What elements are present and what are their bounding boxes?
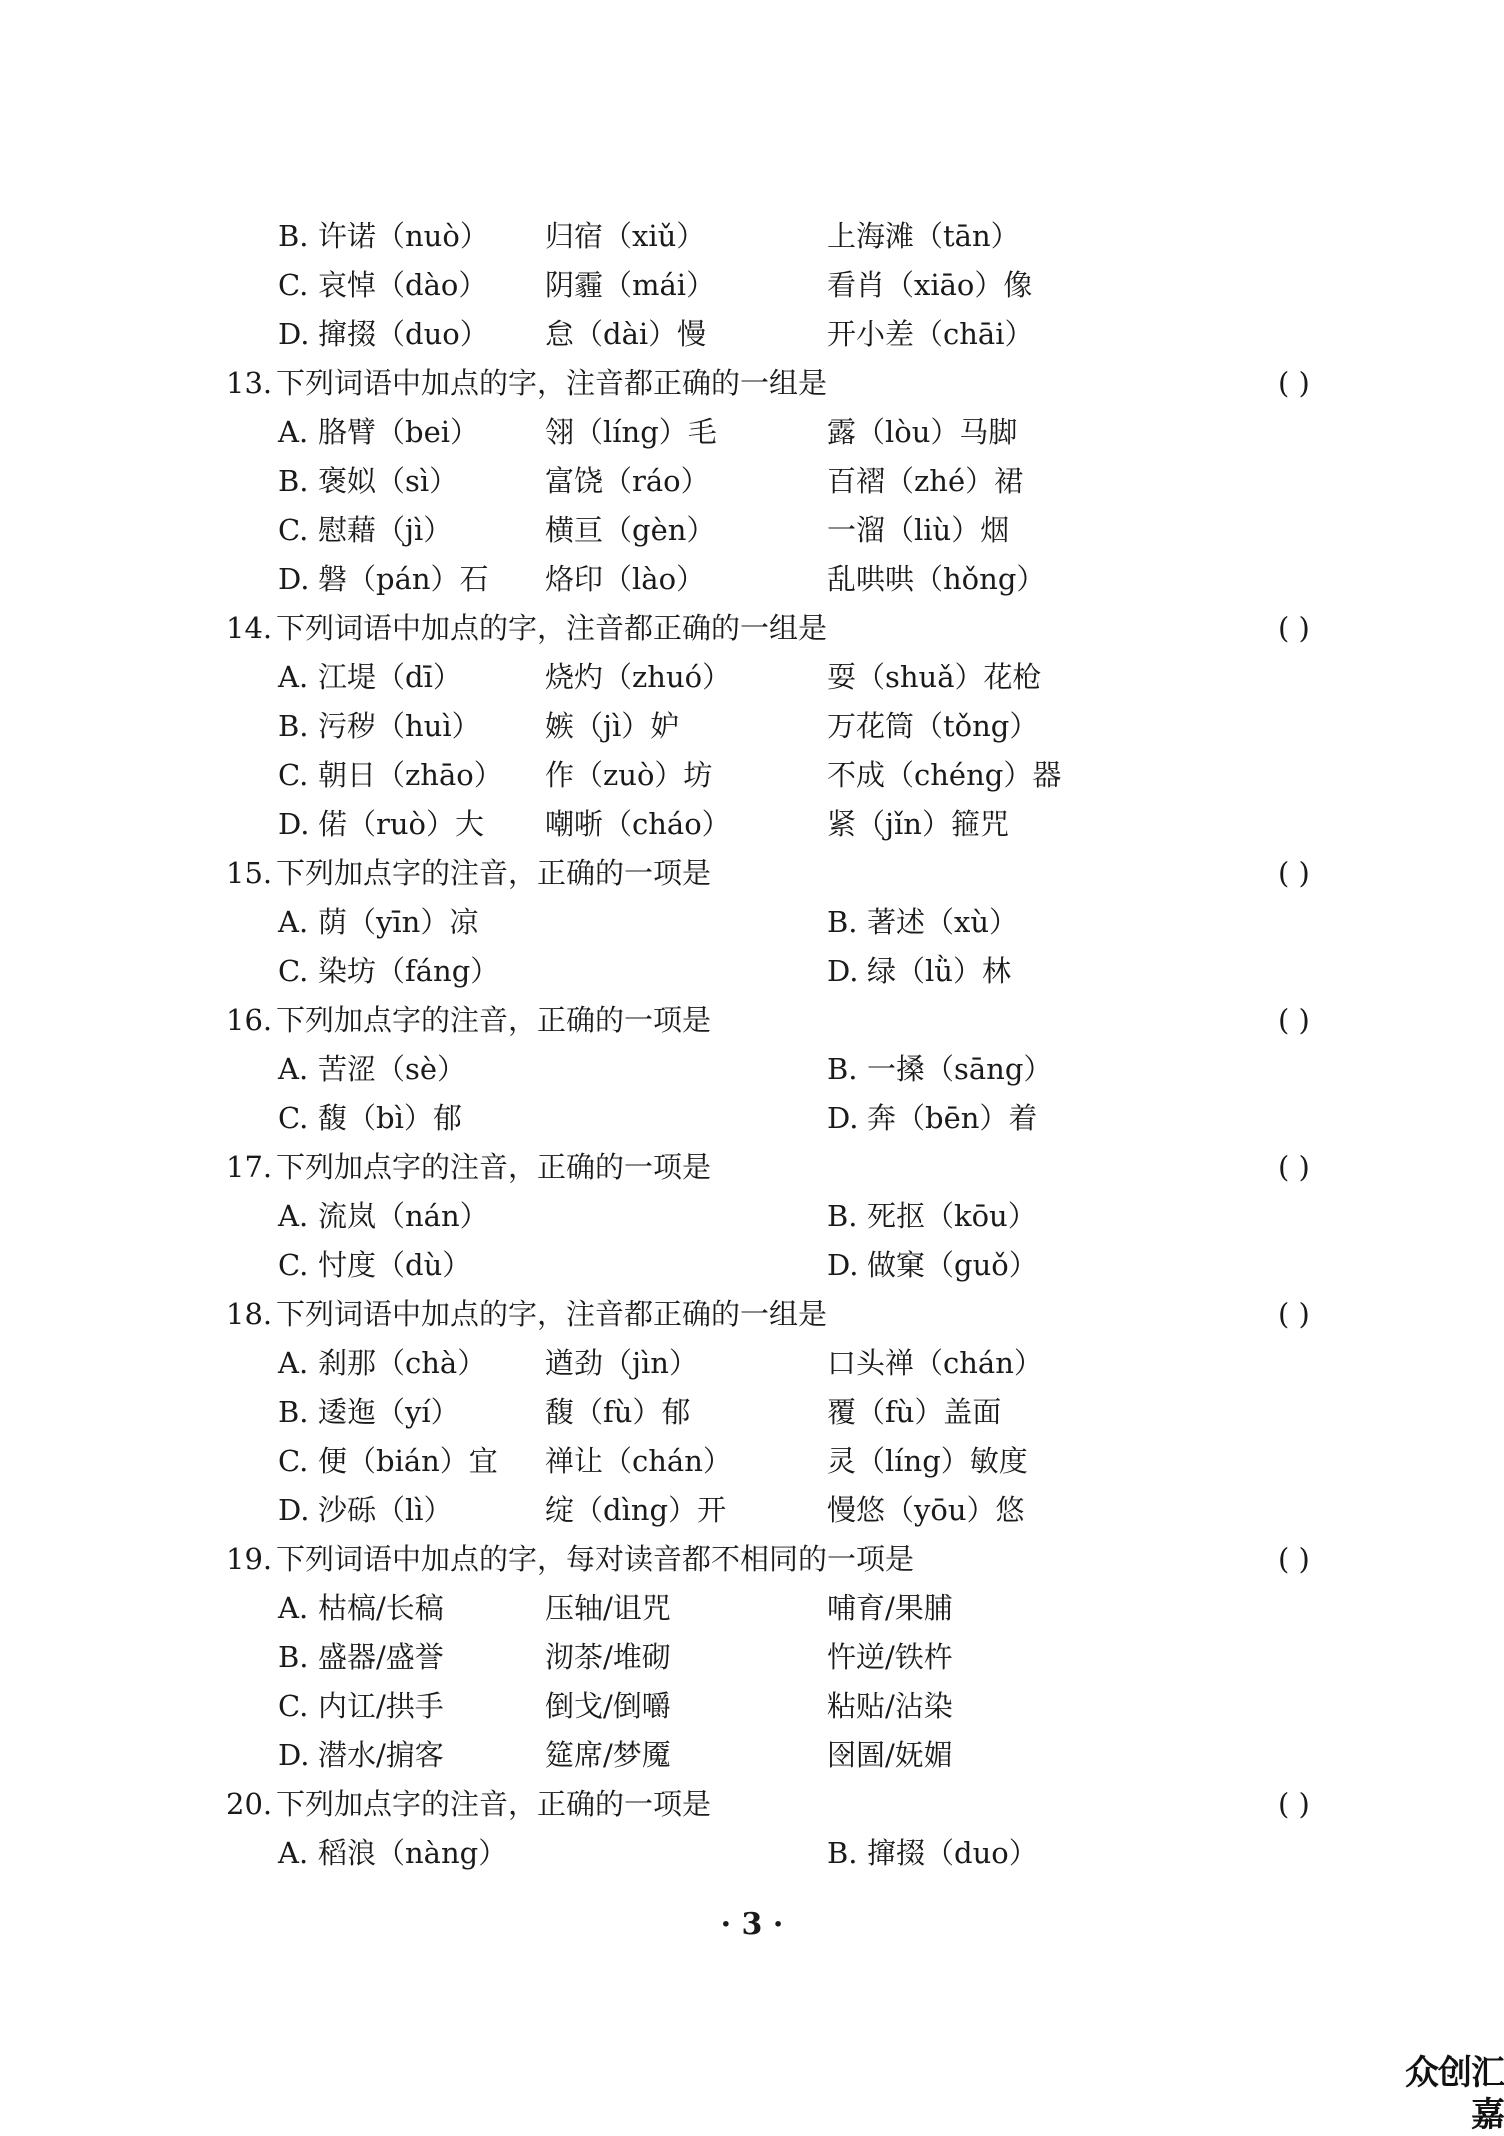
option-label: C. [278,758,309,792]
question-number: 16. [226,1003,273,1037]
option-label: C. [278,268,309,302]
option-label: A. [278,1199,309,1233]
option-row [0,1686,1504,1726]
option-item: 沙砾（lì） [318,1493,453,1527]
question-stem [0,1000,1504,1040]
question-text: 下列加点字的注音，正确的一项是 [276,1003,712,1037]
option-item: 粘贴/沾染 [827,1689,953,1723]
option-item: 馥（fù）郁 [545,1395,691,1429]
option-row [0,559,1504,599]
option-item: 哺育/果脯 [827,1591,953,1625]
option-item: 染坊（fáng） [318,954,500,988]
page-number: · 3 · [720,1907,784,1942]
option-label: A. [278,1836,309,1870]
option-item: 阴霾（mái） [545,268,716,302]
option-item: 奔（bēn）着 [867,1101,1038,1135]
option-item: 一溜（liù）烟 [827,513,1010,547]
option-item: 内讧/拱手 [318,1689,444,1723]
option-label: C. [278,1248,309,1282]
option-label: A. [278,1346,309,1380]
answer-blank[interactable]: ( ) [1278,366,1310,400]
option-row [0,1490,1504,1530]
option-row [0,265,1504,305]
option-item: 忤逆/铁杵 [827,1640,953,1674]
option-row [0,951,1504,991]
question-number: 18. [226,1297,273,1331]
option-label: D. [827,1101,859,1135]
option-item: 胳臂（bei） [318,415,480,449]
option-item: 撺掇（duo） [318,317,489,351]
option-label: B. [827,1052,858,1086]
option-item: 遒劲（jìn） [545,1346,698,1380]
option-label: C. [278,513,309,547]
answer-blank[interactable]: ( ) [1278,856,1310,890]
option-row [0,412,1504,452]
question-number: 14. [226,611,273,645]
option-row [0,510,1504,550]
question-number: 17. [226,1150,273,1184]
answer-blank[interactable]: ( ) [1278,1542,1310,1576]
answer-blank[interactable]: ( ) [1278,1787,1310,1821]
option-item: 一搡（sāng） [867,1052,1053,1086]
option-label: D. [278,562,310,596]
option-label: B. [827,905,858,939]
option-label: A. [278,660,309,694]
option-item: 不成（chéng）器 [827,758,1062,792]
option-row [0,804,1504,844]
option-item: 朝日（zhāo） [318,758,503,792]
option-item: 倒戈/倒嚼 [545,1689,671,1723]
option-item: 嘲哳（cháo） [545,807,731,841]
option-item: 嫉（jì）妒 [545,709,680,743]
option-label: D. [827,954,859,988]
question-text: 下列加点字的注音，正确的一项是 [276,1150,712,1184]
option-item: 富饶（ráo） [545,464,710,498]
option-item: 筵席/梦魇 [545,1738,671,1772]
question-stem [0,363,1504,403]
option-row [0,314,1504,354]
option-label: B. [278,219,309,253]
question-text: 下列加点字的注音，正确的一项是 [276,856,712,890]
option-label: A. [278,1591,309,1625]
option-row [0,1343,1504,1383]
option-label: D. [278,1738,310,1772]
question-text: 下列词语中加点的字，每对读音都不相同的一项是 [276,1542,915,1576]
option-label: B. [278,709,309,743]
option-item: 沏茶/堆砌 [545,1640,671,1674]
option-item: 慢悠（yōu）悠 [827,1493,1025,1527]
option-item: 褒姒（sì） [318,464,459,498]
option-item: 苦涩（sè） [318,1052,467,1086]
option-row [0,461,1504,501]
answer-blank[interactable]: ( ) [1278,611,1310,645]
answer-blank[interactable]: ( ) [1278,1003,1310,1037]
option-item: 烙印（lào） [545,562,706,596]
option-item: 灵（líng）敏度 [827,1444,1028,1478]
question-text: 下列词语中加点的字，注音都正确的一组是 [276,366,828,400]
option-item: 翎（líng）毛 [545,415,717,449]
option-item: 烧灼（zhuó） [545,660,732,694]
option-item: 覆（fù）盖面 [827,1395,1002,1429]
option-row [0,1735,1504,1775]
option-item: 万花筒（tǒng） [827,709,1039,743]
option-item: 流岚（nán） [318,1199,489,1233]
option-item: 死抠（kōu） [867,1199,1037,1233]
option-label: C. [278,1444,309,1478]
option-item: 绽（dìng）开 [545,1493,727,1527]
question-stem [0,608,1504,648]
question-stem [0,1147,1504,1187]
option-item: 盛器/盛誉 [318,1640,444,1674]
option-row [0,1441,1504,1481]
option-row [0,1196,1504,1236]
option-item: 逶迤（yí） [318,1395,460,1429]
option-item: 百褶（zhé）裙 [827,464,1024,498]
option-item: 稻浪（nàng） [318,1836,508,1870]
option-item: 刹那（chà） [318,1346,487,1380]
option-row [0,1049,1504,1089]
option-row [0,706,1504,746]
option-label: A. [278,415,309,449]
option-item: 压轴/诅咒 [545,1591,671,1625]
option-item: 偌（ruò）大 [318,807,484,841]
option-item: 紧（jǐn）箍咒 [827,807,1009,841]
option-row [0,1392,1504,1432]
option-item: 哀悼（dào） [318,268,488,302]
answer-blank[interactable]: ( ) [1278,1150,1310,1184]
option-item: 开小差（chāi） [827,317,1034,351]
option-item: 乱哄哄（hǒng） [827,562,1046,596]
option-row [0,755,1504,795]
option-item: 撺掇（duo） [867,1836,1038,1870]
question-number: 15. [226,856,273,890]
question-stem [0,1294,1504,1334]
option-label: B. [827,1199,858,1233]
option-item: 污秽（huì） [318,709,481,743]
option-row [0,216,1504,256]
option-item: 做窠（guǒ） [867,1248,1038,1282]
option-item: 枯槁/长稿 [318,1591,444,1625]
option-item: 著述（xù） [867,905,1019,939]
option-label: B. [278,1640,309,1674]
question-number: 13. [226,366,273,400]
option-item: 耍（shuǎ）花枪 [827,660,1042,694]
answer-blank[interactable]: ( ) [1278,1297,1310,1331]
option-item: 口头禅（chán） [827,1346,1043,1380]
option-label: B. [278,464,309,498]
watermark-logo: 众创汇嘉 [1405,2053,1504,2135]
option-item: 潜水/掮客 [318,1738,444,1772]
option-label: A. [278,1052,309,1086]
option-item: 忖度（dù） [318,1248,472,1282]
option-item: 横亘（gèn） [545,513,716,547]
question-number: 19. [226,1542,273,1576]
option-label: D. [278,1493,310,1527]
option-item: 禅让（chán） [545,1444,732,1478]
option-item: 上海滩（tān） [827,219,1020,253]
option-label: C. [278,1689,309,1723]
option-item: 便（bián）宜 [318,1444,498,1478]
option-item: 馥（bì）郁 [318,1101,462,1135]
option-item: 绿（lǜ）林 [867,954,1011,988]
option-item: 看肖（xiāo）像 [827,268,1033,302]
option-label: C. [278,954,309,988]
option-label: B. [827,1836,858,1870]
option-item: 许诺（nuò） [318,219,489,253]
question-text: 下列词语中加点的字，注音都正确的一组是 [276,1297,828,1331]
question-stem [0,1784,1504,1824]
option-label: A. [278,905,309,939]
option-row [0,1588,1504,1628]
question-stem [0,1539,1504,1579]
option-label: D. [278,807,310,841]
question-text: 下列词语中加点的字，注音都正确的一组是 [276,611,828,645]
option-label: B. [278,1395,309,1429]
question-number: 20. [226,1787,273,1821]
option-item: 荫（yīn）凉 [318,905,479,939]
option-item: 慰藉（jì） [318,513,453,547]
option-label: D. [827,1248,859,1282]
question-text: 下列加点字的注音，正确的一项是 [276,1787,712,1821]
option-row [0,1098,1504,1138]
question-stem [0,853,1504,893]
option-row [0,1833,1504,1873]
option-item: 露（lòu）马脚 [827,415,1018,449]
option-item: 归宿（xiǔ） [545,219,706,253]
option-item: 江堤（dī） [318,660,462,694]
option-row [0,657,1504,697]
option-label: D. [278,317,310,351]
option-item: 囹圄/妩媚 [827,1738,953,1772]
option-item: 怠（dài）慢 [545,317,707,351]
option-label: C. [278,1101,309,1135]
option-row [0,1245,1504,1285]
option-row [0,902,1504,942]
option-item: 磐（pán）石 [318,562,489,596]
option-item: 作（zuò）坊 [545,758,713,792]
option-row [0,1637,1504,1677]
